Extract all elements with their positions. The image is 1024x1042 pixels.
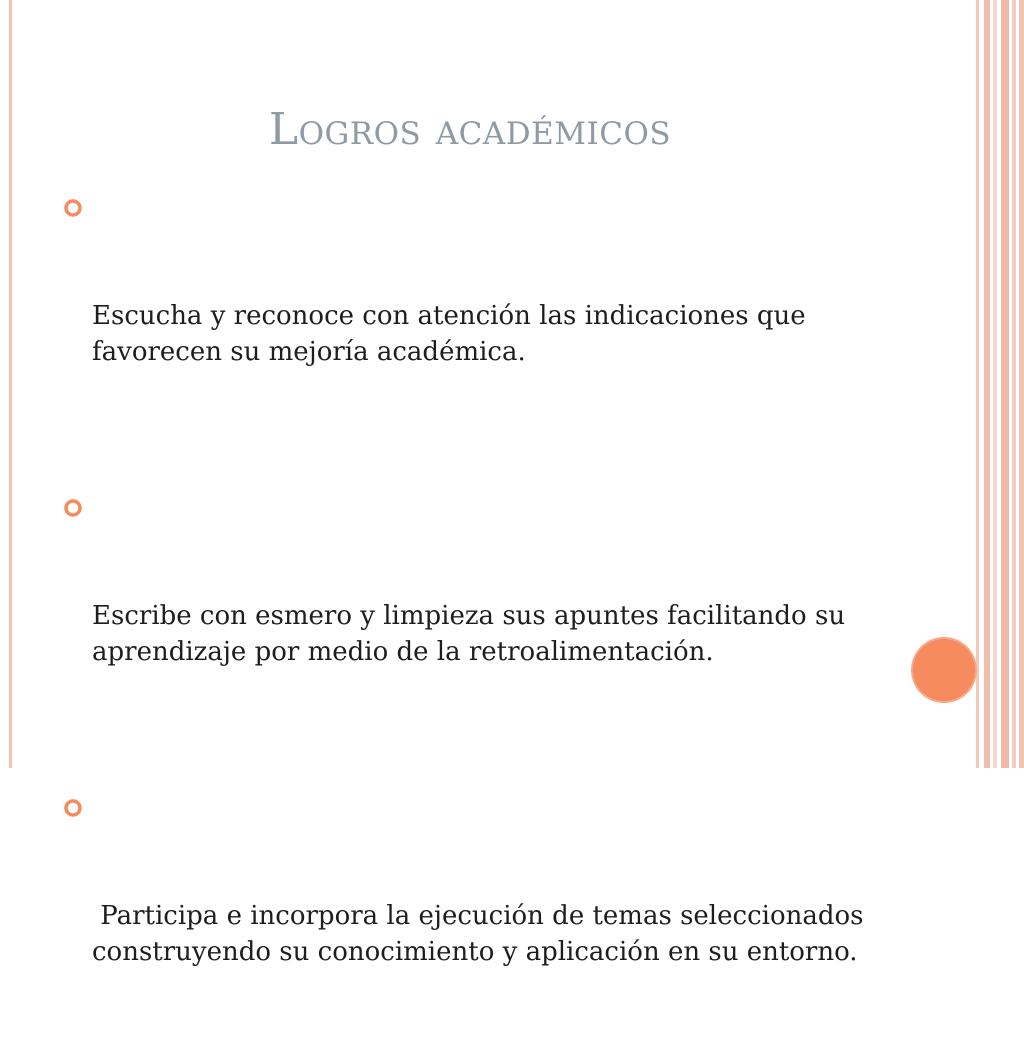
- bullet-item: [64, 190, 884, 442]
- ring-bullet-icon: [64, 799, 82, 817]
- right-decorative-stripe: [1019, 0, 1024, 768]
- ring-bullet-icon: [64, 499, 82, 517]
- right-decorative-stripe: [993, 0, 997, 768]
- bullet-text: Escucha y reconoce con atención las indicaciones que favorecen su mejoría académica.: [92, 301, 814, 367]
- right-decorative-stripe: [1001, 0, 1009, 768]
- bullet-text: Participa e incorpora la ejecución de temas seleccionados construyendo su conocimiento y aplicación en su entorno.: [92, 901, 872, 967]
- orange-circle-decoration: [913, 639, 975, 701]
- ring-bullet-icon: [64, 199, 82, 217]
- bullet-text: Escribe con esmero y limpieza sus apuntes facilitando su aprendizaje por medio de la retroalimentación.: [92, 601, 854, 667]
- right-decorative-stripe: [984, 0, 990, 768]
- right-decorative-stripe: [976, 0, 979, 768]
- slide-title: Logros académicos: [268, 104, 672, 155]
- bullet-list: [64, 190, 884, 1042]
- right-decorative-stripe: [1012, 0, 1016, 768]
- bullet-item: [64, 790, 884, 1042]
- bullet-item: [64, 490, 884, 742]
